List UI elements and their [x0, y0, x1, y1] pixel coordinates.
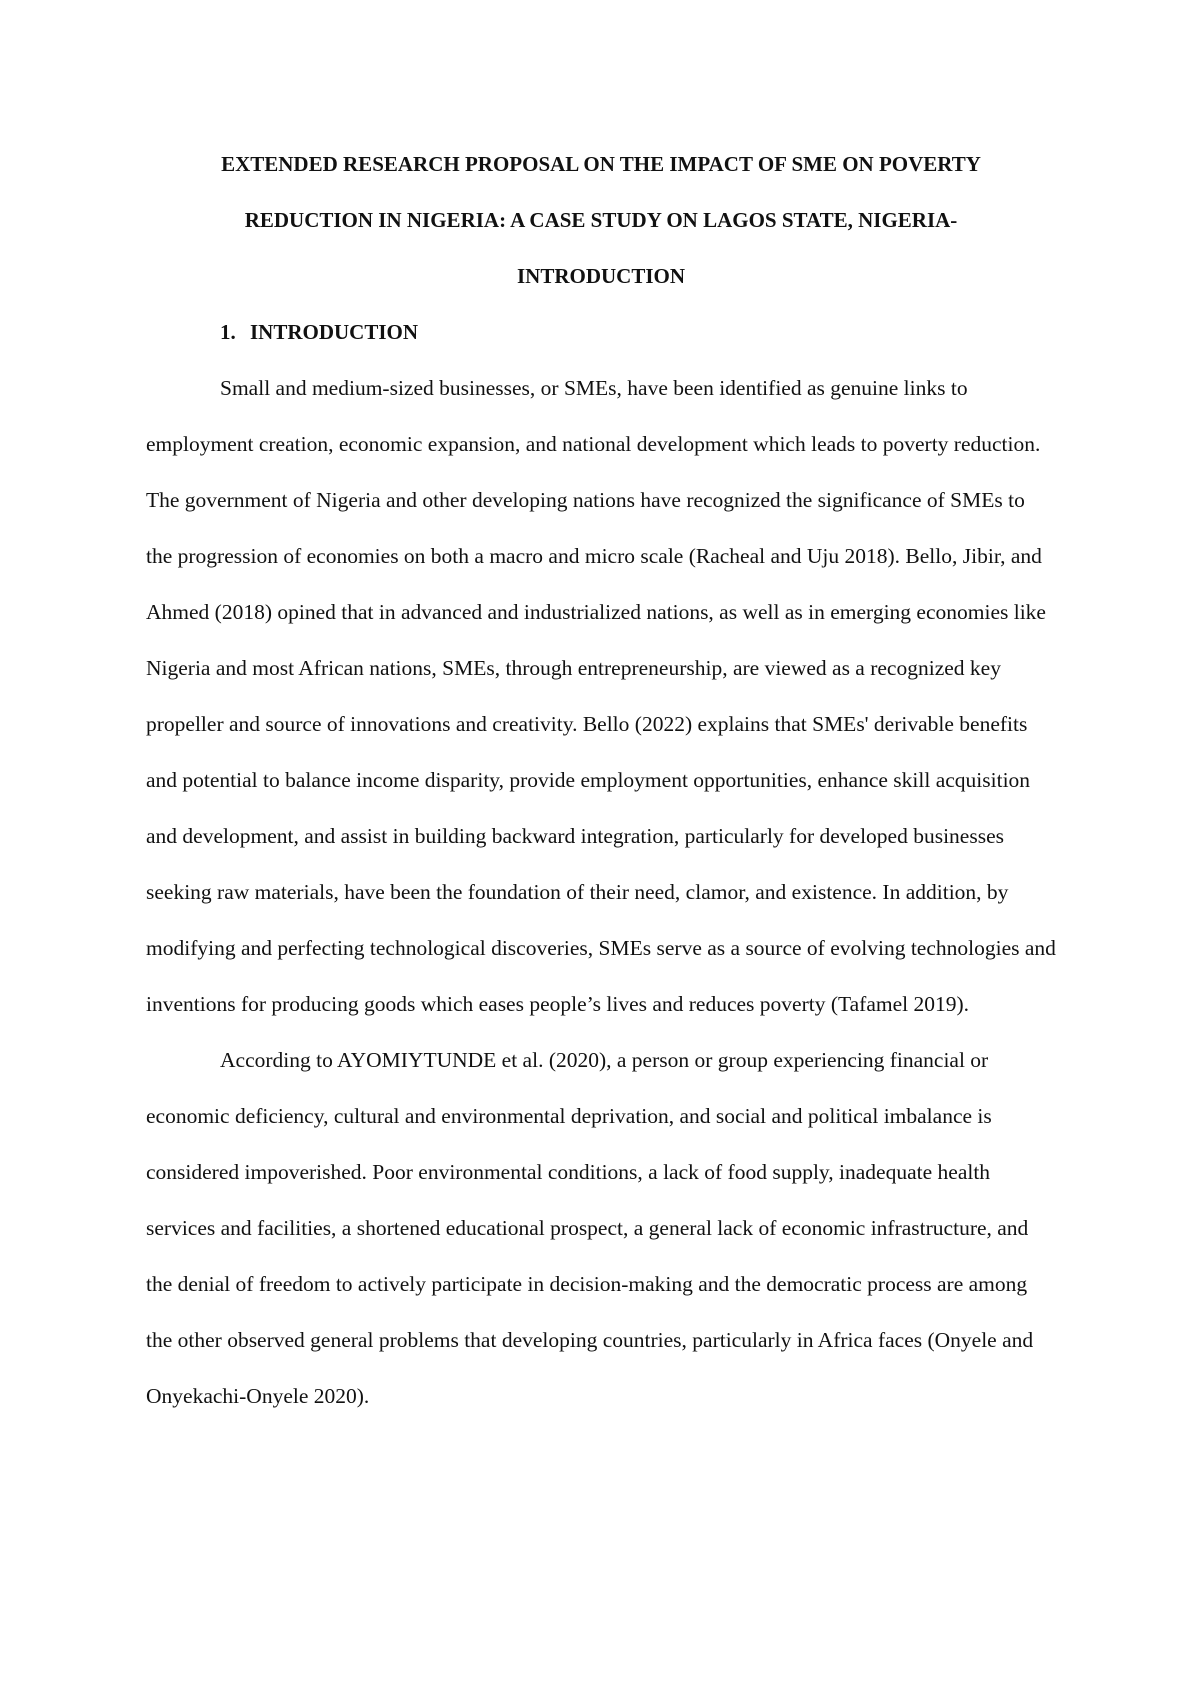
document-title [146, 136, 1056, 304]
title-line-1: EXTENDED RESEARCH PROPOSAL ON THE IMPACT OF SME ON POVERTY [221, 152, 981, 176]
paragraph-1: Small and medium-sized businesses, or SMEs, have been identified as genuine links to employment creation, economic expansion, and national development which leads to poverty reduction. The government of Nigeria and other developing nations have recognized the significance of SMEs to the progression of economies on both a macro and micro scale (Racheal and Uju 2018). Bello, Jibir, and Ahmed (2018) opined that in advanced and industrialized nations, as well as in emerging economies like Nigeria and most African nations, SMEs, through entrepreneurship, are viewed as a recognized key propeller and source of innovations and creativity. Bello (2022) explains that SMEs' derivable benefits and potential to balance income disparity, provide employment opportunities, enhance skill acquisition and development, and assist in building backward integration, particularly for developed businesses seeking raw materials, have been the foundation of their need, clamor, and existence. In addition, by modifying and perfecting technological discoveries, SMEs serve as a source of evolving technologies and inventions for producing goods which eases people’s lives and reduces poverty (Tafamel 2019). [146, 376, 1056, 1016]
title-line-2: REDUCTION IN NIGERIA: A CASE STUDY ON LAGOS STATE, NIGERIA- [244, 208, 958, 232]
document-body [146, 136, 1056, 1424]
section-heading-text: INTRODUCTION [250, 320, 419, 344]
title-line-3: INTRODUCTION [516, 264, 686, 288]
section-heading [146, 304, 1056, 360]
section-number: 1. [220, 320, 236, 344]
paragraph-2: According to AYOMIYTUNDE et al. (2020), a person or group experiencing financial or economic deficiency, cultural and environmental deprivation, and social and political imbalance is considered impoverished. Poor environmental conditions, a lack of food supply, inadequate health services and facilities, a shortened educational prospect, a general lack of economic infrastructure, and the denial of freedom to actively participate in decision-making and the democratic process are among the other observed general problems that developing countries, particularly in Africa faces (Onyele and Onyekachi-Onyele 2020). [146, 1048, 1034, 1408]
